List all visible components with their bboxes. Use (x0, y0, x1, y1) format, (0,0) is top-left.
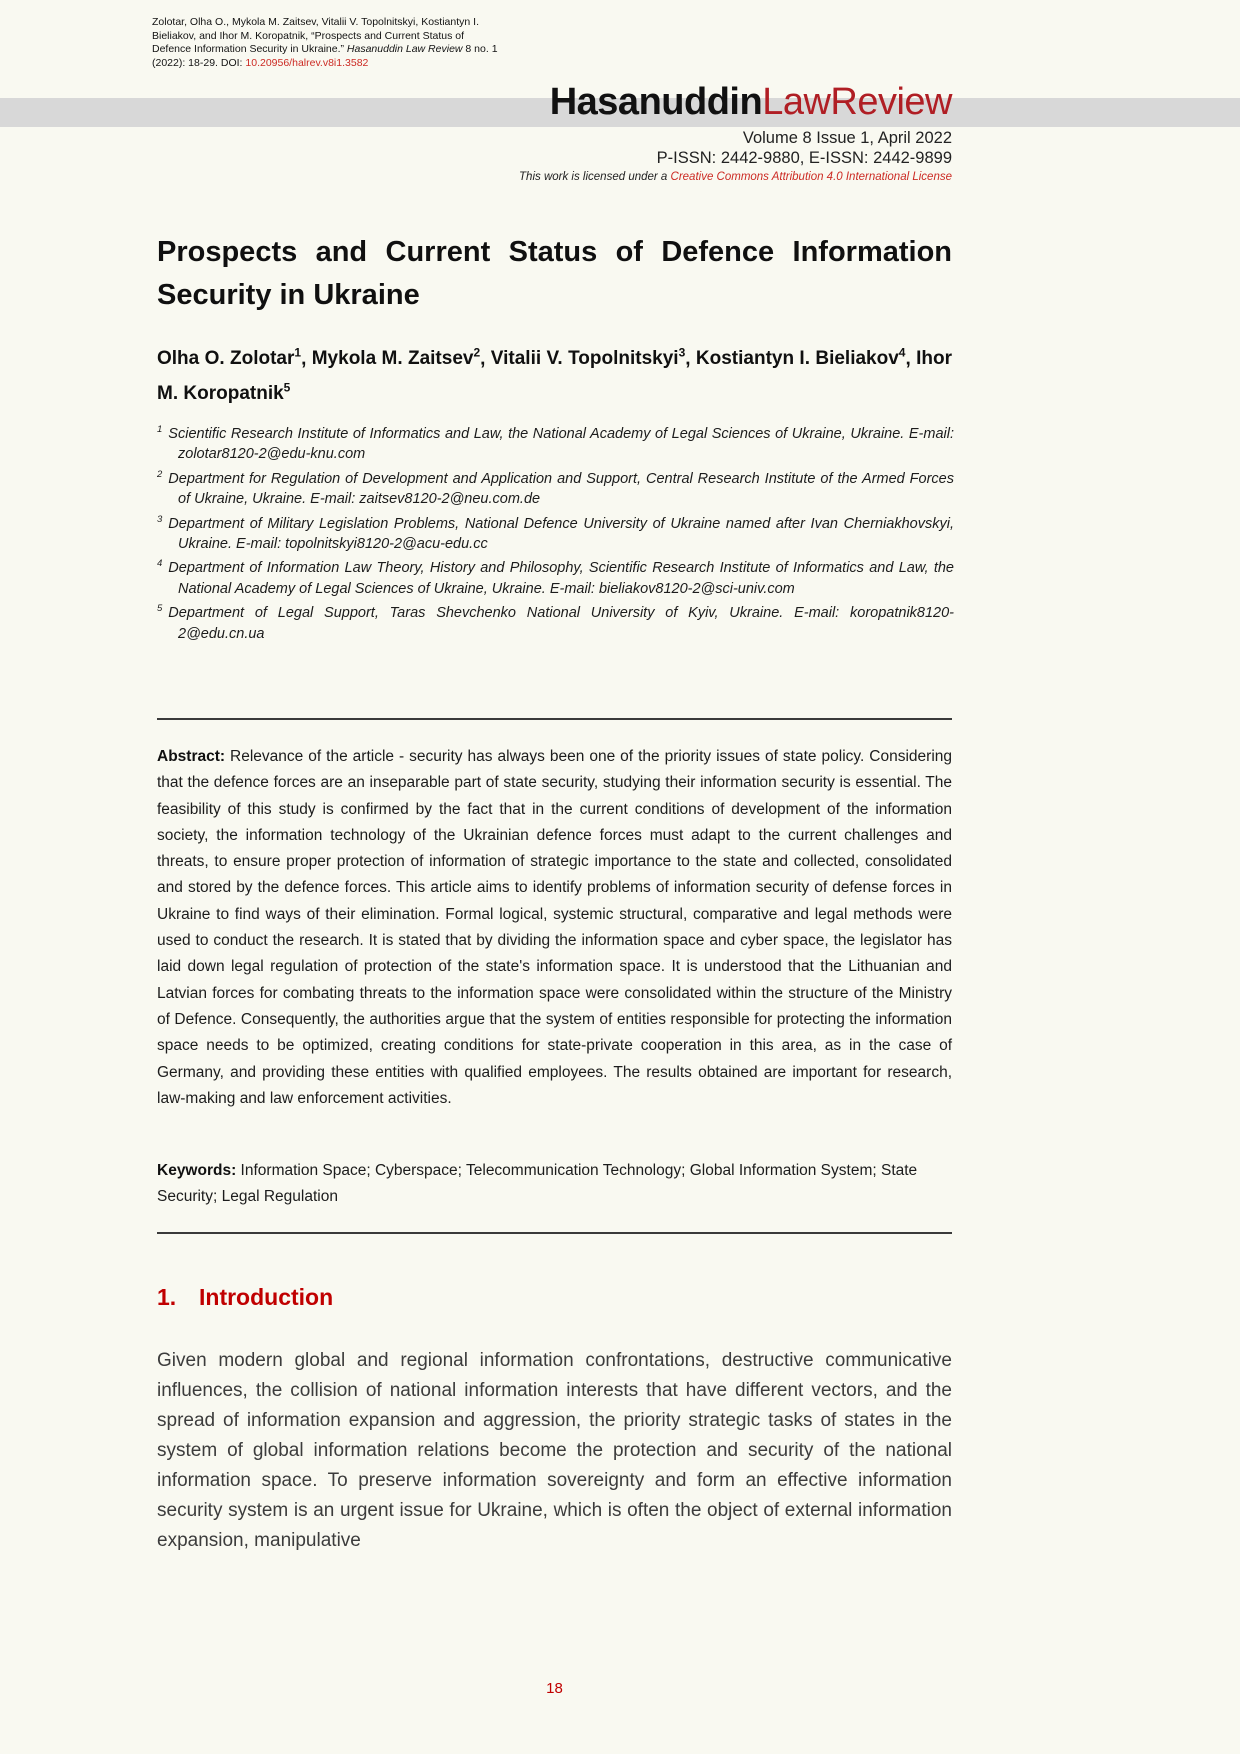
affiliation-item: $^5$ Department of Legal Support, Taras Shevchenko National University of Kyiv, Ukraine. E-mail: koropatnik8120-2@edu.cn.ua (157, 603, 954, 642)
section-heading-introduction (157, 1284, 952, 1311)
author-name: Kostiantyn I. Bieliakov$^4$ (695, 346, 906, 370)
author-name: Ihor M. Koropatnik$^5$ (157, 348, 952, 404)
author-affiliation-marker: 1 (294, 346, 302, 360)
abstract-text: Relevance of the article - security has always been one of the priority issues of state policy. Considering that the defence forces are an inseparable part of state security, studying their information security is essential. The feasibility of this study is confirmed by the fact that in the current conditions of development of the information society, the information technology of the Ukrainian defence forces must adapt to the current challenges and threats, to ensure proper protection of information of strategic importance to the state and collected, consolidated and stored by the defence forces. This article aims to identify problems of information security of defense forces in Ukraine to find ways of their elimination. Formal logical, systemic structural, comparative and legal methods were used to conduct the research. It is stated that by dividing the information space and cyber space, the legislator has laid down legal regulation of protection of the state's information space. It is understood that the Lithuanian and Latvian forces for combating threats to the information space were consolidated within the structure of the Ministry of Defence. Consequently, the authorities argue that the system of entities responsible for protecting the information space needs to be optimized, creating conditions for state-private cooperation in this area, as in the case of Germany, and providing these entities with qualified employees. The results obtained are important for research, law-making and law enforcement activities. (157, 748, 952, 1107)
introduction-paragraph: Given modern global and regional information confrontations, destructive communicative influences, the collision of national information interests that have different vectors, and the spread of information expansion and aggression, the priority strategic tasks of states in the system of global information relations become the protection and security of the national information space. To preserve information sovereignty and form an effective information security system is an urgent issue for Ukraine, which is often the object of external information expansion, manipulative (157, 1350, 952, 1551)
divider-rule-top (157, 718, 952, 720)
doi-link[interactable]: 10.20956/halrev.v8i1.3582 (245, 56, 369, 69)
divider-rule-bottom (157, 1232, 952, 1234)
affiliation-item: $^3$ Department of Military Legislation Problems, National Defence University of Ukraine named after Ivan Cherniakhovskyi, Ukraine. E-mail: topolnitskyi8120-2@acu-edu.cc (157, 513, 954, 552)
author-name: Olha O. Zolotar$^1$ (157, 346, 302, 370)
author-list: Olha O. Zolotar$^1$, Mykola M. Zaitsev$^2$, Vitalii V. Topolnitskyi$^3$, Kostiantyn I. Bieliakov$^4$, Ihor M. Koropatnik$^5$ (157, 346, 952, 404)
cc-license-link[interactable]: Creative Commons Attribution 4.0 International License (670, 171, 952, 183)
affiliation-number: 1 (157, 424, 163, 435)
author-affiliation-marker: 2 (473, 346, 481, 360)
affiliation-number: 2 (157, 468, 163, 480)
affiliation-list (157, 420, 954, 644)
journal-masthead (157, 82, 952, 122)
author-affiliation-marker: 3 (678, 346, 686, 360)
volume-issue-line: Volume 8 Issue 1, April 2022 (742, 129, 952, 147)
affiliation-item: $^1$ Scientific Research Institute of Informatics and Law, the National Academy of Legal Sciences of Ukraine, Ukraine. E-mail: zolotar8120-2@edu-knu.com (157, 424, 954, 463)
author-name: Vitalii V. Topolnitskyi$^3$ (490, 346, 686, 370)
abstract-label: Abstract: (157, 748, 226, 765)
abstract-paragraph (157, 744, 952, 1112)
affiliation-item: $^2$ Department for Regulation of Development and Application and Support, Central Research Institute of the Armed Forces of Ukraine, Ukraine. E-mail: zaitsev8120-2@neu.com.de (157, 468, 954, 508)
license-line (157, 170, 952, 185)
article-title: Prospects and Current Status of Defence Information Security in Ukraine (157, 236, 952, 311)
section-number: 1. (157, 1284, 177, 1310)
journal-name-second: LawReview (762, 81, 952, 123)
affiliation-number: 4 (157, 558, 163, 570)
section-title: Introduction (199, 1284, 334, 1310)
citation-issue-text: 8 no. 1 (2022): 18-29. DOI: (152, 43, 498, 69)
journal-name-first: Hasanuddin (549, 81, 763, 123)
keywords-paragraph (157, 1158, 952, 1211)
author-affiliation-marker: 4 (898, 346, 906, 360)
page-number: 18 (546, 1680, 563, 1697)
affiliation-item: $^4$ Department of Information Law Theory, History and Philosophy, Scientific Research Institute of Informatics and Law, the National Academy of Legal Sciences of Ukraine, Ukraine. E-mail: bieliakov8120-2@sci-univ.com (157, 558, 954, 597)
keywords-text: Information Space; Cyberspace; Telecommunication Technology; Global Information System; State Security; Legal Regulation (157, 1162, 918, 1206)
affiliation-number: 3 (157, 513, 163, 525)
issue-info (157, 129, 952, 185)
author-name: Mykola M. Zaitsev$^2$ (311, 346, 481, 370)
citation-text: Zolotar, Olha O., Mykola M. Zaitsev, Vitalii V. Topolnitskyi, Kostiantyn I. Bieliakov, and Ihor M. Koropatnik, “Prospects and Current Status of Defence Information Security in Ukraine.” (152, 16, 479, 55)
keywords-label: Keywords: (157, 1162, 237, 1179)
author-affiliation-marker: 5 (283, 380, 291, 395)
license-prefix: This work is licensed under a (519, 171, 671, 183)
citation-block (152, 16, 504, 70)
issn-line: P-ISSN: 2442-9880, E-ISSN: 2442-9899 (656, 148, 952, 167)
citation-journal-name: Hasanuddin Law Review (346, 43, 463, 55)
affiliation-number: 5 (157, 603, 163, 615)
